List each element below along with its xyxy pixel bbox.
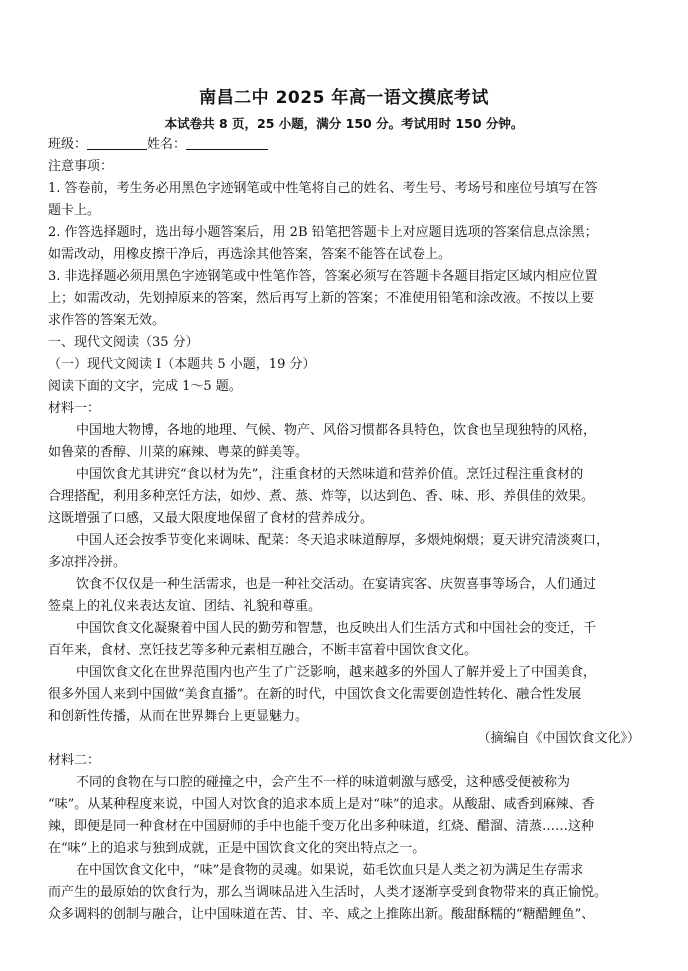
material1-line: 百年来，食材、烹饪技艺等多种元素相互融合，不断丰富着中国饮食文化。 xyxy=(48,643,478,658)
reading-instruction: 阅读下面的文字，完成 1～5 题。 xyxy=(48,379,242,394)
notice-line: 1. 答卷前，考生务必用黑色字迹钢笔或中性笔将自己的姓名、考生号、考场号和座位号填写在答 xyxy=(48,181,598,196)
notice-line: 上；如需改动，先划掉原来的答案，然后再写上新的答案；不准使用铅笔和涂改液。不按以上要 xyxy=(48,291,595,306)
material2-label: 材料二： xyxy=(48,753,101,768)
notice-heading: 注意事项： xyxy=(48,159,114,174)
subsection-heading: （一）现代文阅读 I（本题共 5 小题，19 分） xyxy=(48,357,316,372)
name-label: 姓名： xyxy=(147,137,187,152)
notice-line: 如需改动，用橡皮擦干净后，再选涂其他答案，答案不能答在试卷上。 xyxy=(48,247,452,262)
exam-body xyxy=(48,134,644,926)
material1-line: 中国饮食尤其讲究“食以材为先”，注重食材的天然味道和营养价值。烹饪过程注重食材的 xyxy=(76,467,584,482)
material2-line: 而产生的最原始的饮食行为，那么当调味品进入生活时，人类才逐渐享受到食物带来的真正愉悦。 xyxy=(48,885,608,900)
notice-line: 2. 作答选择题时，选出每小题答案后，用 2B 铅笔把答题卡上对应题目选项的答案信息点涂黑； xyxy=(48,225,598,240)
material1-line: 合理搭配，利用多种烹饪方法，如炒、煮、蒸、炸等，以达到色、香、味、形、养俱佳的效果。 xyxy=(48,489,595,504)
class-label: 班级： xyxy=(48,137,88,152)
material1-line: 饮食不仅仅是一种生活需求，也是一种社交活动。在宴请宾客、庆贺喜事等场合，人们通过 xyxy=(76,577,597,592)
material1-line: 签桌上的礼仪来表达友谊、团结、礼貌和尊重。 xyxy=(48,599,322,614)
material1-line: 这既增强了口感，又最大限度地保留了食材的营养成分。 xyxy=(48,511,374,526)
notice-line: 题卡上。 xyxy=(48,203,101,218)
material2-line: 众多调料的创制与融合，让中国味道在苦、甘、辛、咸之上推陈出新。酸甜酥糯的“糖醋鲤鱼”、 xyxy=(48,907,595,922)
material1-line: 和创新性传播，从而在世界舞台上更显魅力。 xyxy=(48,709,309,724)
material1-line: 很多外国人来到中国做“美食直播”。在新的时代，中国饮食文化需要创造性转化、融合性发展 xyxy=(48,687,582,702)
notice-line: 求作答的答案无效。 xyxy=(48,313,166,328)
name-blank[interactable] xyxy=(186,135,268,150)
exam-title: 南昌二中 2025 年高一语文摸底考试 xyxy=(199,88,489,108)
class-blank[interactable] xyxy=(87,135,147,150)
material2-line: 在“味”上的追求与独到成就，正是中国饮食文化的突出特点之一。 xyxy=(48,841,426,856)
material2-line: 辣，即便是同一种食材在中国厨师的手中也能千变万化出多种味道，红烧、醋溜、清蒸……这种 xyxy=(48,819,595,834)
material1-source: （摘编自《中国饮食文化》） xyxy=(477,731,640,746)
material1-label: 材料一： xyxy=(48,401,101,416)
material1-line: 中国饮食文化凝聚着中国人民的勤劳和智慧，也反映出人们生活方式和中国社会的变迁，千 xyxy=(76,621,597,636)
material2-line: “味”。从某种程度来说，中国人对饮食的追求本质上是对“味”的追求。从酸甜、咸香到麻辣、香 xyxy=(48,797,595,812)
material2-line: 在中国饮食文化中，“味”是食物的灵魂。如果说，茹毛饮血只是人类之初为满足生存需求 xyxy=(76,863,584,878)
exam-subtitle: 本试卷共 8 页，25 小题，满分 150 分。考试用时 150 分钟。 xyxy=(164,116,524,131)
student-info-row xyxy=(48,134,644,156)
material1-line: 中国人还会按季节变化来调味、配菜：冬天追求味道醇厚，多煨炖焖煨；夏天讲究清淡爽口， xyxy=(76,533,610,548)
material1-line: 中国地大物博，各地的地理、气候、物产、风俗习惯都各具特色，饮食也呈现独特的风格， xyxy=(76,423,597,438)
material2-line: 不同的食物在与口腔的碰撞之中，会产生不一样的味道刺激与感受，这种感受便被称为 xyxy=(76,775,571,790)
material1-line: 如鲁菜的香醇、川菜的麻辣、粤菜的鲜美等。 xyxy=(48,445,309,460)
notice-line: 3. 非选择题必须用黑色字迹钢笔或中性笔作答，答案必须写在答题卡各题目指定区域内相应位置 xyxy=(48,269,598,284)
section-heading: 一、现代文阅读（35 分） xyxy=(48,335,199,350)
material1-line: 中国饮食文化在世界范围内也产生了广泛影响，越来越多的外国人了解并爱上了中国美食， xyxy=(76,665,597,680)
material1-line: 多凉拌冷拼。 xyxy=(48,555,127,570)
